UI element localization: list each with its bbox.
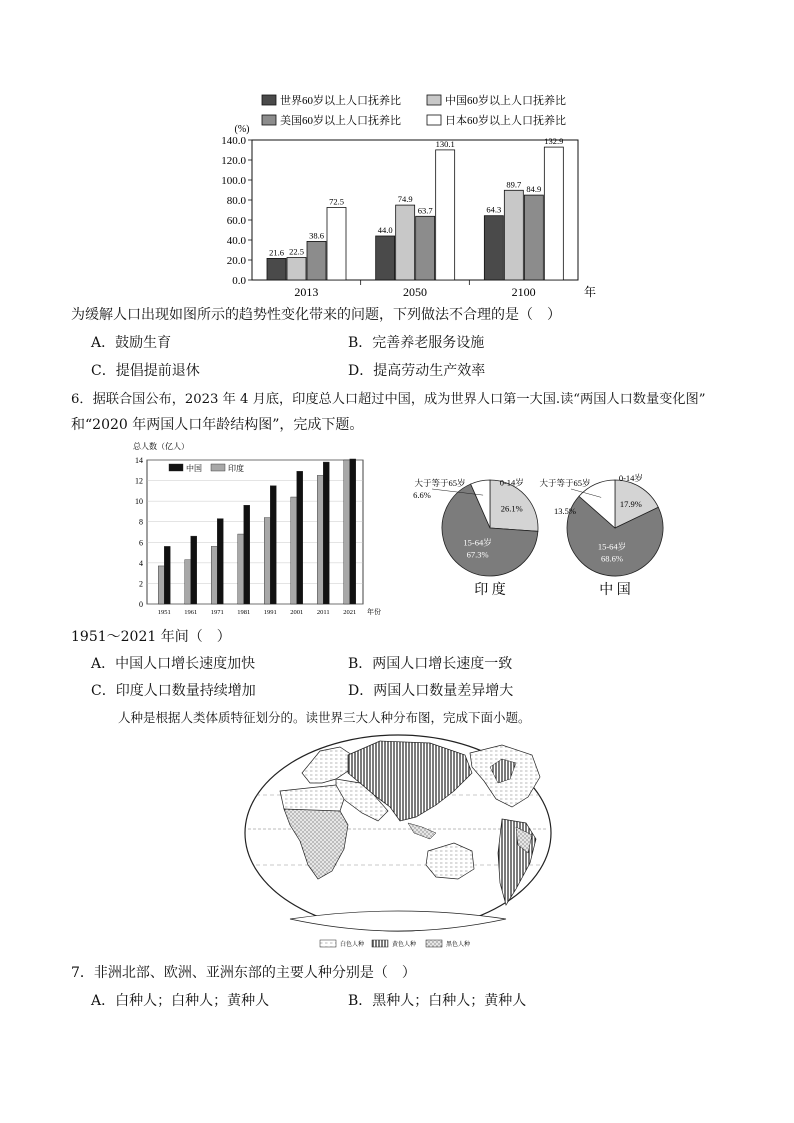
q6-option-a[interactable]: A．中国人口增长速度加快 [91,656,256,672]
bar [317,475,323,604]
bar-value-label: 38.6 [309,230,324,241]
plot-frame [147,460,363,604]
bar-value-label: 22.5 [289,246,304,257]
bar [291,497,297,604]
bar [244,505,250,604]
bar-value-label: 72.5 [329,196,344,207]
bar [524,195,543,280]
bar [484,216,503,280]
question-7-stem: 7．非洲北部、欧洲、亚洲东部的主要人种分别是（ ） [71,965,416,981]
y-tick-label: 10 [135,497,143,507]
bar [238,534,244,604]
bar [504,190,523,280]
question-6-stem-line1: 6．据联合国公布，2023 年 4 月底，印度总人口超过中国，成为世界人口第一大国.读“两国人口数量变化图” [71,392,706,407]
q5-option-c[interactable]: C．提倡提前退休 [91,363,200,379]
legend-black-swatch [426,940,442,947]
y-tick-label: 120.0 [221,155,246,167]
bar-value-label: 63.7 [417,205,433,216]
legend-label: 中国60岁以上人口抚养比 [445,95,566,107]
slice-value: 67.3% [466,549,489,560]
y-tick-label: 4 [139,558,143,568]
x-axis-label: 年份 [367,608,381,616]
y-tick-label: 14 [135,456,143,465]
bar-value-label: 84.9 [526,184,542,195]
bar [436,150,455,280]
legend-white-label: 白色人种 [340,942,365,948]
slice-value: 13.5% [554,506,576,516]
bar [164,546,170,604]
y-tick-label: 140.0 [221,135,246,147]
chart-legend [169,463,244,473]
slice-value: 68.6% [601,553,624,564]
x-tick-label: 2001 [290,609,304,616]
pie-title: 中 国 [599,583,631,598]
legend-swatch [262,95,276,105]
x-tick-label: 2013 [294,285,319,299]
pie-india [413,478,538,598]
bar [270,486,276,604]
bar [544,147,563,280]
slice-value: 26.1% [500,503,523,514]
bar [264,518,270,604]
bar [350,459,356,604]
bar [158,566,164,604]
legend-yellow-swatch [372,940,388,947]
q6-option-d[interactable]: D．两国人口数量差异增大 [348,683,514,699]
q7-option-a[interactable]: A．白种人；白种人；黄种人 [91,993,270,1009]
slice-label: 15-64岁 [597,541,627,552]
x-tick-label: 2011 [316,609,330,616]
legend-swatch [427,115,441,125]
y-tick-label: 0.0 [232,275,246,287]
y-tick-label: 60.0 [226,215,246,227]
bar [376,236,395,280]
chart-legend [262,93,566,127]
pie-china [539,473,663,598]
y-tick-label: 6 [139,538,143,548]
bar-value-label: 64.3 [486,204,502,215]
legend-label: 世界60岁以上人口抚养比 [280,95,401,107]
world-races-map [240,733,556,955]
legend-label: 美国60岁以上人口抚养比 [280,115,401,127]
bar [396,205,415,280]
bar-value-label: 132.9 [544,136,564,147]
y-tick-label: 80.0 [226,195,246,207]
question-7-intro: 人种是根据人类体质特征划分的。读世界三大人种分布图，完成下面小题。 [118,710,531,725]
x-tick-label: 2100 [511,285,536,299]
legend-swatch [169,464,183,471]
q5-option-a[interactable]: A．鼓励生育 [91,335,172,351]
x-tick-label: 1951 [157,609,171,616]
legend-black-label: 黑色人种 [446,942,471,948]
bar [416,216,435,280]
x-tick-label: 2021 [343,609,357,616]
slice-label: 0-14岁 [618,472,643,483]
bar-value-label: 130.1 [435,138,455,149]
bar [267,258,286,280]
question-6-stem-line2: 和“2020 年两国人口年龄结构图”，完成下题。 [71,417,364,433]
question-6-text: 1951～2021 年间（ ） [71,629,231,645]
bar [327,208,346,281]
bar [307,241,326,280]
legend-label: 中国 [186,464,202,473]
slice-value: 6.6% [413,490,431,500]
slice-value: 17.9% [619,498,642,509]
question-5-stem: 为缓解人口出现如图所示的趋势性变化带来的问题，下列做法不合理的是（ ） [71,307,561,323]
bar-value-label: 89.7 [506,179,522,190]
chart-bars [267,136,563,280]
y-tick-label: 0 [139,600,143,609]
bar-value-label: 44.0 [377,225,393,235]
legend-label: 印度 [228,464,244,473]
y-tick-label: 8 [139,517,143,527]
x-tick-label: 1981 [237,609,251,616]
legend-yellow-label: 黄色人种 [392,942,417,948]
bar [287,258,306,281]
y-tick-label: 20.0 [226,255,246,267]
x-tick-label: 1991 [263,609,277,616]
q6-option-b[interactable]: B．两国人口增长速度一致 [348,656,513,672]
bar [191,536,197,604]
bar [185,560,191,604]
legend-swatch [262,115,276,125]
q6-option-c[interactable]: C．印度人口数量持续增加 [91,683,256,699]
bar-value-label: 21.6 [269,247,284,258]
bar [297,471,303,604]
y-axis-label: 总人数（亿人） [133,442,189,451]
legend-label: 日本60岁以上人口抚养比 [445,115,566,127]
slice-label: 大于等于65岁 [414,478,466,488]
legend-white-swatch [320,940,336,947]
y-tick-label: 100.0 [221,175,246,187]
slice-label: 15-64岁 [463,537,492,548]
dependency-ratio-bar-chart [200,85,597,300]
slice-label: 0-14岁 [499,477,524,488]
y-axis-label: (%) [234,124,250,135]
y-tick-label: 40.0 [226,235,246,247]
x-tick-label: 1961 [184,609,198,616]
x-axis-label: 年 [584,285,597,299]
q5-option-d[interactable]: D．提高劳动生产效率 [348,363,486,379]
age-structure-pie-charts [390,455,680,605]
x-tick-label: 1971 [210,609,224,616]
bar [344,460,350,604]
bar [211,546,217,604]
y-tick-label: 12 [135,476,143,486]
pie-title: 印 度 [474,583,506,598]
q7-option-b[interactable]: B．黑种人；白种人；黄种人 [348,993,527,1009]
bar-value-label: 74.9 [397,194,413,205]
y-tick-label: 2 [139,579,143,589]
bar [323,462,329,604]
legend-swatch [211,464,225,471]
slice-label: 大于等于65岁 [539,478,591,488]
legend-swatch [427,95,441,105]
bar [217,519,223,604]
population-change-bar-chart [125,438,385,618]
x-tick-label: 2050 [403,285,427,299]
q5-option-b[interactable]: B．完善养老服务设施 [348,335,485,351]
